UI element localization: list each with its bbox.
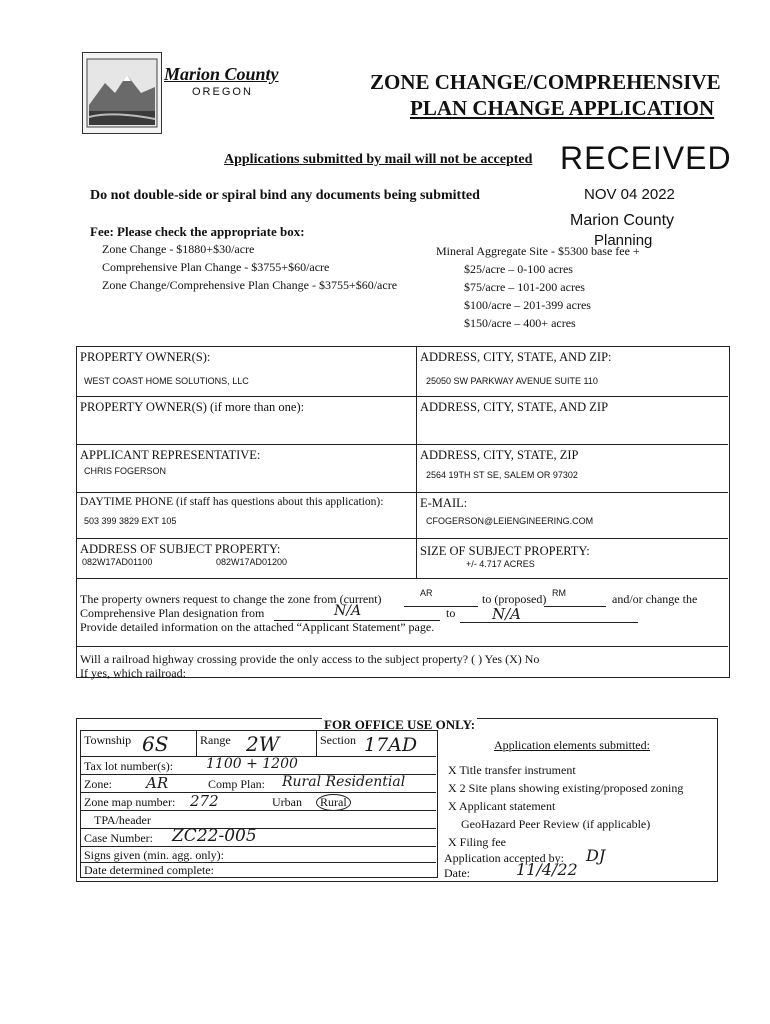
state-name: OREGON <box>192 86 253 98</box>
taxlot-label: Tax lot number(s): <box>84 759 174 773</box>
element-check: X <box>448 799 457 813</box>
zone-proposed-field[interactable] <box>544 588 606 607</box>
section-value[interactable]: 17AD <box>364 734 418 756</box>
rep-value[interactable]: CHRIS FOGERSON <box>84 466 167 476</box>
bind-notice: Do not double-side or spiral bind any documents being submitted <box>90 188 480 203</box>
comp-plan-value[interactable]: Rural Residential <box>282 774 406 790</box>
urban-option[interactable]: Urban <box>272 795 302 809</box>
stamp-county: Marion County <box>570 212 675 229</box>
comp-text: Comprehensive Plan designation from <box>80 606 265 620</box>
owner2-address-label: ADDRESS, CITY, STATE, AND ZIP <box>420 400 609 414</box>
accepted-date-value[interactable]: 11/4/22 <box>516 860 578 879</box>
accepted-by-label: Application accepted by: <box>444 851 564 865</box>
taxlot-value[interactable]: 1100 + 1200 <box>206 756 298 772</box>
office-use-heading: FOR OFFICE USE ONLY: <box>324 717 476 732</box>
email-label: E-MAIL: <box>420 496 468 510</box>
rural-option[interactable]: Rural <box>316 794 351 811</box>
element-item[interactable] <box>448 763 576 778</box>
case-number-value[interactable]: ZC22-005 <box>172 826 257 846</box>
owner2-label: PROPERTY OWNER(S) (if more than one): <box>80 400 305 414</box>
element-text: GeoHazard Peer Review (if applicable) <box>461 817 651 831</box>
element-item[interactable] <box>448 781 683 796</box>
subject-size-label: SIZE OF SUBJECT PROPERTY: <box>420 544 590 558</box>
element-text: Filing fee <box>459 835 506 849</box>
fee-item-both: Zone Change/Comprehensive Plan Change - $3755+$60/acre <box>102 278 398 292</box>
range-label: Range <box>200 733 231 747</box>
signs-label: Signs given (min. agg. only): <box>84 848 224 862</box>
element-check: X <box>448 781 457 795</box>
comp-to-field[interactable] <box>460 605 638 623</box>
subject-address-value[interactable]: 082W17AD01100 <box>82 557 153 567</box>
element-text: Applicant statement <box>459 799 556 813</box>
owner-address-label: ADDRESS, CITY, STATE, AND ZIP: <box>420 350 612 364</box>
owner-label: PROPERTY OWNER(S): <box>80 350 211 364</box>
zone-current-value: AR <box>420 588 433 598</box>
zone-value[interactable]: AR <box>146 774 169 792</box>
request-to: to (proposed) <box>482 592 547 606</box>
owner-address-value[interactable]: 25050 SW PARKWAY AVENUE SUITE 110 <box>426 376 598 386</box>
subject-address-label: ADDRESS OF SUBJECT PROPERTY: <box>80 542 281 556</box>
comp-plan-label: Comp Plan: <box>208 777 266 791</box>
date-determined-label: Date determined complete: <box>84 863 214 877</box>
case-number-label: Case Number: <box>84 831 153 845</box>
county-logo <box>82 52 162 134</box>
zone-current-field[interactable] <box>404 588 478 607</box>
element-item[interactable] <box>448 799 555 814</box>
page-title-line2: PLAN CHANGE APPLICATION <box>410 96 715 120</box>
mineral-heading: Mineral Aggregate Site - $5300 base fee + <box>436 244 640 258</box>
mail-notice: Applications submitted by mail will not be accepted <box>224 152 533 167</box>
rep-address-label: ADDRESS, CITY, STATE, ZIP <box>420 448 579 462</box>
section-label: Section <box>320 733 356 747</box>
request-and: and/or change the <box>612 592 698 606</box>
element-item[interactable] <box>448 817 650 832</box>
tpa-label: TPA/header <box>94 813 151 827</box>
county-name: Marion County <box>164 64 279 84</box>
zonemap-label: Zone map number: <box>84 795 176 809</box>
page-title-line1: ZONE CHANGE/COMPREHENSIVE <box>370 70 721 94</box>
rep-address-value[interactable]: 2564 19TH ST SE, SALEM OR 97302 <box>426 470 578 480</box>
township-label: Township <box>84 733 132 747</box>
township-value[interactable]: 6S <box>142 732 169 756</box>
railroad-question: Will a railroad highway crossing provide the only access to the subject property? ( ) Yes (X) No <box>80 652 540 666</box>
railroad-which: If yes, which railroad: <box>80 666 186 680</box>
zone-label: Zone: <box>84 777 112 791</box>
element-text: Title transfer instrument <box>459 763 576 777</box>
element-text: 2 Site plans showing existing/proposed zoning <box>459 781 684 795</box>
phone-label: DAYTIME PHONE (if staff has questions about this application): <box>80 496 384 508</box>
email-value[interactable]: CFOGERSON@LEIENGINEERING.COM <box>426 516 594 526</box>
element-check: X <box>448 763 457 777</box>
owner-value[interactable]: WEST COAST HOME SOLUTIONS, LLC <box>84 376 249 386</box>
subject-size-value[interactable]: +/- 4.717 ACRES <box>466 559 535 569</box>
range-value[interactable]: 2W <box>246 732 280 756</box>
request-text: The property owners request to change the zone from (current) <box>80 592 382 606</box>
stamp-dept: Planning <box>594 232 653 249</box>
zone-proposed-value: RM <box>552 588 566 598</box>
stamp-date: NOV 04 2022 <box>584 186 675 203</box>
element-item[interactable] <box>448 835 506 850</box>
comp-to-word: to <box>446 606 456 620</box>
phone-value[interactable]: 503 399 3829 EXT 105 <box>84 516 177 526</box>
element-check: X <box>448 835 457 849</box>
mineral-item: $75/acre – 101-200 acres <box>464 280 585 294</box>
comp-from-value: N/A <box>334 603 362 619</box>
mineral-item: $150/acre – 400+ acres <box>464 316 576 330</box>
zonemap-value[interactable]: 272 <box>190 792 219 810</box>
accepted-by-value[interactable]: DJ <box>586 846 606 865</box>
mineral-item: $25/acre – 0-100 acres <box>464 262 573 276</box>
received-stamp: RECEIVED <box>560 140 732 176</box>
fee-item-zone: Zone Change - $1880+$30/acre <box>102 242 255 256</box>
accepted-date-label: Date: <box>444 866 470 880</box>
mineral-item: $100/acre – 201-399 acres <box>464 298 591 312</box>
fee-item-comp: Comprehensive Plan Change - $3755+$60/acre <box>102 260 330 274</box>
comp-from-field[interactable] <box>274 603 440 621</box>
rep-label: APPLICANT REPRESENTATIVE: <box>80 448 261 462</box>
comp-to-value: N/A <box>492 605 522 623</box>
subject-address-value[interactable]: 082W17AD01200 <box>216 557 288 567</box>
detail-text: Provide detailed information on the attached “Applicant Statement” page. <box>80 620 435 634</box>
fee-heading: Fee: Please check the appropriate box: <box>90 224 305 239</box>
elements-heading: Application elements submitted: <box>494 738 650 752</box>
